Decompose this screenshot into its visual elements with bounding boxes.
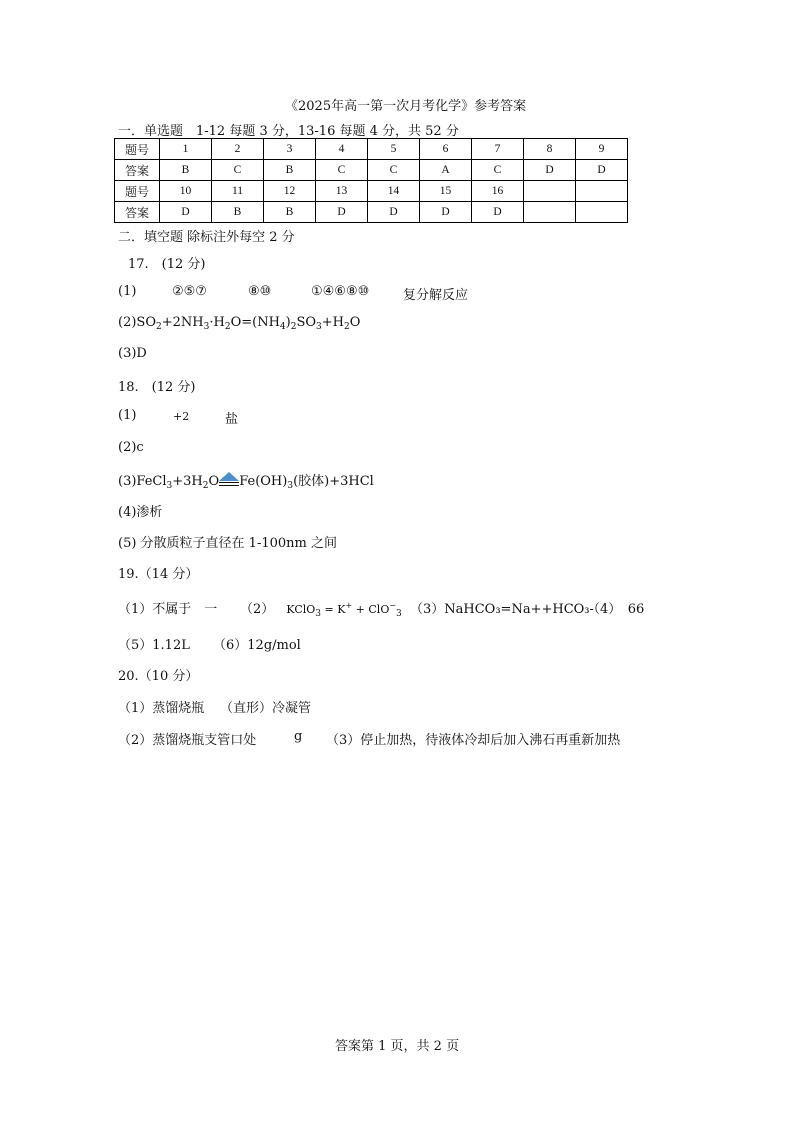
q18-answer-1: [118, 408, 239, 427]
table-row: [115, 139, 628, 160]
subscript: 2: [344, 322, 350, 332]
formula-text: (胶体)+3HCl: [293, 474, 374, 489]
table-cell: 14: [368, 181, 420, 202]
table-cell: C: [368, 160, 420, 181]
q19-answer-3: （3）NaHCO₃=Na++HCO₃-: [410, 602, 594, 617]
table-cell: B: [160, 160, 212, 181]
formula-text: +H: [321, 315, 345, 330]
formula-text: ·H: [209, 315, 225, 330]
table-cell: B: [264, 202, 316, 223]
subscript: 3: [166, 481, 173, 491]
table-cell: D: [368, 202, 420, 223]
table-cell: C: [212, 160, 264, 181]
subscript: 2: [202, 481, 209, 491]
page-footer: 答案第 1 页，共 2 页: [335, 1039, 460, 1054]
triangle-heat-icon: [219, 472, 239, 481]
answer-table: [114, 138, 628, 223]
table-cell: D: [316, 202, 368, 223]
table-cell: C: [472, 160, 524, 181]
table-cell: 3: [264, 139, 316, 160]
q20-answer-2: [118, 729, 621, 748]
formula-text: O=(NH: [230, 315, 280, 330]
table-cell: B: [212, 202, 264, 223]
answer-text: g: [294, 729, 303, 744]
q19-answer-6: （6）12g/mol: [213, 638, 301, 653]
answer-text: （1）蒸馏烧瓶: [118, 701, 205, 716]
answer-text: （直形）冷凝管: [220, 701, 312, 716]
q17-answer-2: [118, 315, 360, 330]
formula-text: +3H: [172, 474, 203, 489]
subscript: 2: [290, 322, 297, 332]
section-2-heading: 二．填空题 除标注外每空 2 分: [118, 230, 295, 245]
formula-text: ): [285, 315, 291, 330]
table-cell: 答案: [115, 160, 160, 181]
table-cell: D: [576, 160, 628, 181]
subscript: 4: [279, 322, 286, 332]
subscript: 3: [316, 322, 322, 332]
table-cell: 16: [472, 181, 524, 202]
part-number: （2）: [240, 602, 275, 617]
q17-heading: 17. (12 分): [128, 257, 206, 272]
formula-text: SO: [136, 315, 156, 330]
table-cell: 11: [212, 181, 264, 202]
table-cell: 1: [160, 139, 212, 160]
table-cell: 题号: [115, 181, 160, 202]
ionization-equation: [286, 601, 402, 619]
part-number: (2): [118, 315, 137, 330]
subscript: 3: [396, 609, 402, 619]
formula-text: (3)FeCl: [118, 474, 167, 489]
table-cell: 6: [420, 139, 472, 160]
answer-text: ②⑤⑦: [172, 284, 207, 299]
answer-text: ①④⑥⑧⑩: [311, 284, 370, 299]
table-row: [115, 181, 628, 202]
subscript: 2: [224, 322, 231, 332]
q18-answer-2: (2)c: [118, 440, 144, 455]
subscript: 3: [315, 609, 322, 619]
table-row: [115, 160, 628, 181]
page-title: 《2025年高一第一次月考化学》参考答案: [285, 99, 527, 114]
formula-text: SO: [296, 315, 317, 330]
q17-answer-1: [118, 284, 469, 303]
table-cell: C: [316, 160, 368, 181]
table-cell: 12: [264, 181, 316, 202]
table-cell: B: [264, 160, 316, 181]
part-number: (1): [118, 284, 137, 299]
q19-answer-5: （5）1.12L: [118, 638, 190, 653]
subscript: 3: [203, 322, 210, 332]
formula-text: +2NH: [161, 315, 204, 330]
table-cell: 10: [160, 181, 212, 202]
subscript: 2: [156, 322, 162, 332]
answer-text: ⑧⑩: [248, 284, 272, 299]
table-cell: 答案: [115, 202, 160, 223]
formula-text: O: [349, 315, 361, 330]
table-cell: 题号: [115, 139, 160, 160]
table-cell: 5: [368, 139, 420, 160]
q18-answer-3: [118, 470, 374, 489]
superscript: +: [345, 601, 353, 610]
table-cell: 4: [316, 139, 368, 160]
superscript: −: [389, 601, 397, 610]
formula-text: = K: [321, 603, 346, 616]
table-cell: [524, 202, 576, 223]
formula-text: Fe(OH): [239, 474, 288, 489]
subscript: 3: [287, 481, 294, 491]
formula-text: O: [208, 474, 220, 489]
table-cell: 9: [576, 139, 628, 160]
formula-text: KClO: [286, 603, 316, 616]
table-cell: A: [420, 160, 472, 181]
q18-heading: 18. (12 分): [118, 380, 196, 395]
q19-answer-2: [240, 598, 402, 617]
q18-answer-5: (5) 分散质粒子直径在 1-100nm 之间: [118, 536, 337, 551]
table-cell: [524, 181, 576, 202]
q18-answer-4: (4)渗析: [118, 505, 163, 520]
answer-text: +2: [173, 410, 190, 423]
q17-answer-3: (3)D: [118, 346, 147, 361]
q19-answer-4: （4） 66: [587, 602, 645, 617]
q19-answer-1: （1）不属于 一: [118, 602, 218, 617]
table-row: [115, 202, 628, 223]
table-cell: [576, 202, 628, 223]
answer-text: （2）蒸馏烧瓶支管口处: [118, 733, 257, 748]
answer-text: 复分解反应: [403, 288, 469, 303]
q20-answer-1: [118, 697, 312, 716]
table-cell: D: [420, 202, 472, 223]
table-cell: D: [160, 202, 212, 223]
table-cell: D: [472, 202, 524, 223]
q19-heading: 19.（14 分）: [118, 567, 199, 582]
table-cell: 7: [472, 139, 524, 160]
table-cell: 8: [524, 139, 576, 160]
answer-text: 盐: [225, 412, 239, 427]
heat-condition-sign: [219, 472, 239, 489]
q20-heading: 20.（10 分）: [118, 669, 199, 684]
answer-text: （3）停止加热，待液体冷却后加入沸石再重新加热: [326, 733, 621, 748]
table-cell: [576, 181, 628, 202]
table-cell: D: [524, 160, 576, 181]
formula-text: + ClO: [352, 603, 390, 616]
section-1-heading: 一．单选题 1-12 每题 3 分，13-16 每题 4 分，共 52 分: [118, 124, 459, 139]
table-cell: 2: [212, 139, 264, 160]
table-cell: 13: [316, 181, 368, 202]
table-cell: 15: [420, 181, 472, 202]
part-number: (1): [118, 408, 137, 423]
